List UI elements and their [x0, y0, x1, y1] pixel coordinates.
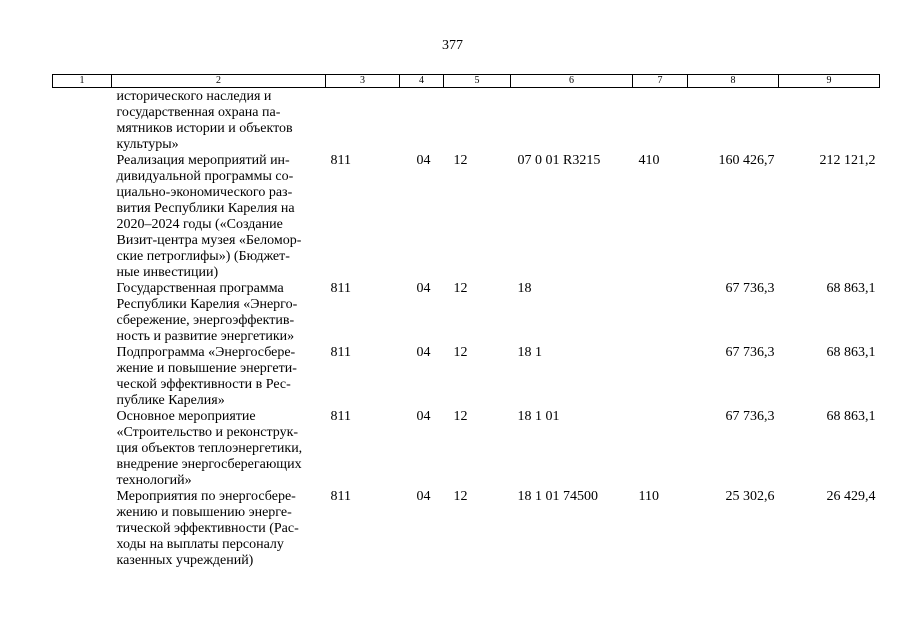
table-row — [53, 489, 880, 569]
item-name-line: ность и развитие энергетики» — [116, 329, 295, 344]
target-article-cell: 18 — [517, 281, 532, 296]
subsection-code-cell: 12 — [453, 281, 468, 296]
amount-year1-cell: 160 426,7 — [718, 153, 775, 168]
expense-type-cell — [633, 345, 688, 409]
amount-year2-cell: 68 863,1 — [826, 281, 876, 296]
table-row — [53, 345, 880, 409]
budget-table — [52, 74, 880, 569]
item-name-line: ческой эффективности в Рес- — [116, 377, 291, 392]
amount-year1-cell: 67 736,3 — [725, 345, 775, 360]
grbs-code-cell — [326, 88, 400, 154]
item-name-line: Реализация мероприятий ин- — [116, 153, 290, 168]
item-name-line: Мероприятия по энергосбере- — [116, 489, 296, 504]
amount-year2-cell — [779, 88, 880, 154]
table-row — [53, 88, 880, 154]
row-number-cell — [53, 489, 112, 569]
amount-year1-cell: 67 736,3 — [725, 409, 775, 424]
grbs-code-cell: 811 — [330, 409, 351, 424]
page-number: 377 — [442, 38, 463, 53]
column-header-5: 5 — [444, 75, 511, 88]
column-header-4: 4 — [400, 75, 444, 88]
item-name-line: ходы на выплаты персоналу — [116, 537, 284, 552]
column-header-9: 9 — [779, 75, 880, 88]
column-header-2: 2 — [112, 75, 326, 88]
table-row — [53, 153, 880, 281]
column-header-6: 6 — [511, 75, 633, 88]
amount-year1-cell — [688, 88, 779, 154]
item-name-line: жение и повышение энергети- — [116, 361, 297, 376]
item-name-line: технологий» — [116, 473, 192, 488]
amount-year2-cell: 212 121,2 — [819, 153, 876, 168]
amount-year1-cell: 67 736,3 — [725, 281, 775, 296]
subsection-code-cell: 12 — [453, 345, 468, 360]
row-number-cell — [53, 409, 112, 489]
section-code-cell — [400, 88, 444, 154]
expense-type-cell — [633, 88, 688, 154]
item-name-line: ция объектов теплоэнергетики, — [116, 441, 303, 456]
expense-type-cell: 410 — [638, 153, 660, 168]
grbs-code-cell: 811 — [330, 489, 351, 504]
column-header-3: 3 — [326, 75, 400, 88]
section-code-cell: 04 — [416, 281, 431, 296]
item-name-line: Республики Карелия «Энерго- — [116, 297, 298, 312]
subsection-code-cell — [444, 88, 511, 154]
item-name-line: Государственная программа — [116, 281, 284, 296]
subsection-code-cell: 12 — [453, 489, 468, 504]
target-article-cell: 18 1 01 74500 — [517, 489, 598, 504]
section-code-cell: 04 — [416, 409, 431, 424]
amount-year1-cell: 25 302,6 — [725, 489, 775, 504]
item-name-cell — [112, 281, 326, 345]
subsection-code-cell: 12 — [453, 409, 468, 424]
table-body — [53, 88, 880, 570]
header-row — [53, 75, 880, 88]
row-number-cell — [53, 281, 112, 345]
item-name-line: дивидуальной программы со- — [116, 169, 294, 184]
amount-year2-cell: 68 863,1 — [826, 345, 876, 360]
item-name-cell — [112, 88, 326, 154]
section-code-cell: 04 — [416, 345, 431, 360]
grbs-code-cell: 811 — [330, 153, 351, 168]
target-article-cell: 18 1 — [517, 345, 542, 360]
item-name-line: ские петроглифы») (Бюджет- — [116, 249, 290, 264]
row-number-cell — [53, 88, 112, 154]
expense-type-cell — [633, 281, 688, 345]
item-name-cell — [112, 409, 326, 489]
section-code-cell: 04 — [416, 489, 431, 504]
item-name-line: исторического наследия и — [116, 89, 272, 104]
item-name-line: жению и повышению энерге- — [116, 505, 292, 520]
row-number-cell — [53, 153, 112, 281]
item-name-line: вития Республики Карелия на — [116, 201, 295, 216]
column-header-7: 7 — [633, 75, 688, 88]
row-number-cell — [53, 345, 112, 409]
item-name-line: мятников истории и объектов — [116, 121, 293, 136]
item-name-line: тической эффективности (Рас- — [116, 521, 299, 536]
grbs-code-cell: 811 — [330, 345, 351, 360]
item-name-line: казенных учреждений) — [116, 553, 254, 568]
item-name-line: сбережение, энергоэффектив- — [116, 313, 295, 328]
amount-year2-cell: 26 429,4 — [826, 489, 876, 504]
item-name-line: государственная охрана па- — [116, 105, 281, 120]
amount-year2-cell: 68 863,1 — [826, 409, 876, 424]
item-name-line: культуры» — [116, 137, 179, 152]
item-name-line: циально-экономического раз- — [116, 185, 293, 200]
item-name-line: 2020–2024 годы («Создание — [116, 217, 283, 232]
section-code-cell: 04 — [416, 153, 431, 168]
column-header-8: 8 — [688, 75, 779, 88]
table-header — [53, 75, 880, 88]
table-row — [53, 409, 880, 489]
table-row — [53, 281, 880, 345]
item-name-line: Основное мероприятие — [116, 409, 256, 424]
item-name-line: внедрение энергосберегающих — [116, 457, 302, 472]
grbs-code-cell: 811 — [330, 281, 351, 296]
column-header-1: 1 — [53, 75, 112, 88]
item-name-line: Визит-центра музея «Беломор- — [116, 233, 302, 248]
subsection-code-cell: 12 — [453, 153, 468, 168]
target-article-cell: 18 1 01 — [517, 409, 560, 424]
item-name-cell — [112, 345, 326, 409]
item-name-line: ные инвестиции) — [116, 265, 219, 280]
item-name-cell — [112, 153, 326, 281]
item-name-line: «Строительство и реконструк- — [116, 425, 299, 440]
expense-type-cell — [633, 409, 688, 489]
item-name-line: публике Карелия» — [116, 393, 225, 408]
item-name-line: Подпрограмма «Энергосбере- — [116, 345, 296, 360]
item-name-cell — [112, 489, 326, 569]
target-article-cell — [511, 88, 633, 154]
expense-type-cell: 110 — [638, 489, 659, 504]
target-article-cell: 07 0 01 R3215 — [517, 153, 601, 168]
